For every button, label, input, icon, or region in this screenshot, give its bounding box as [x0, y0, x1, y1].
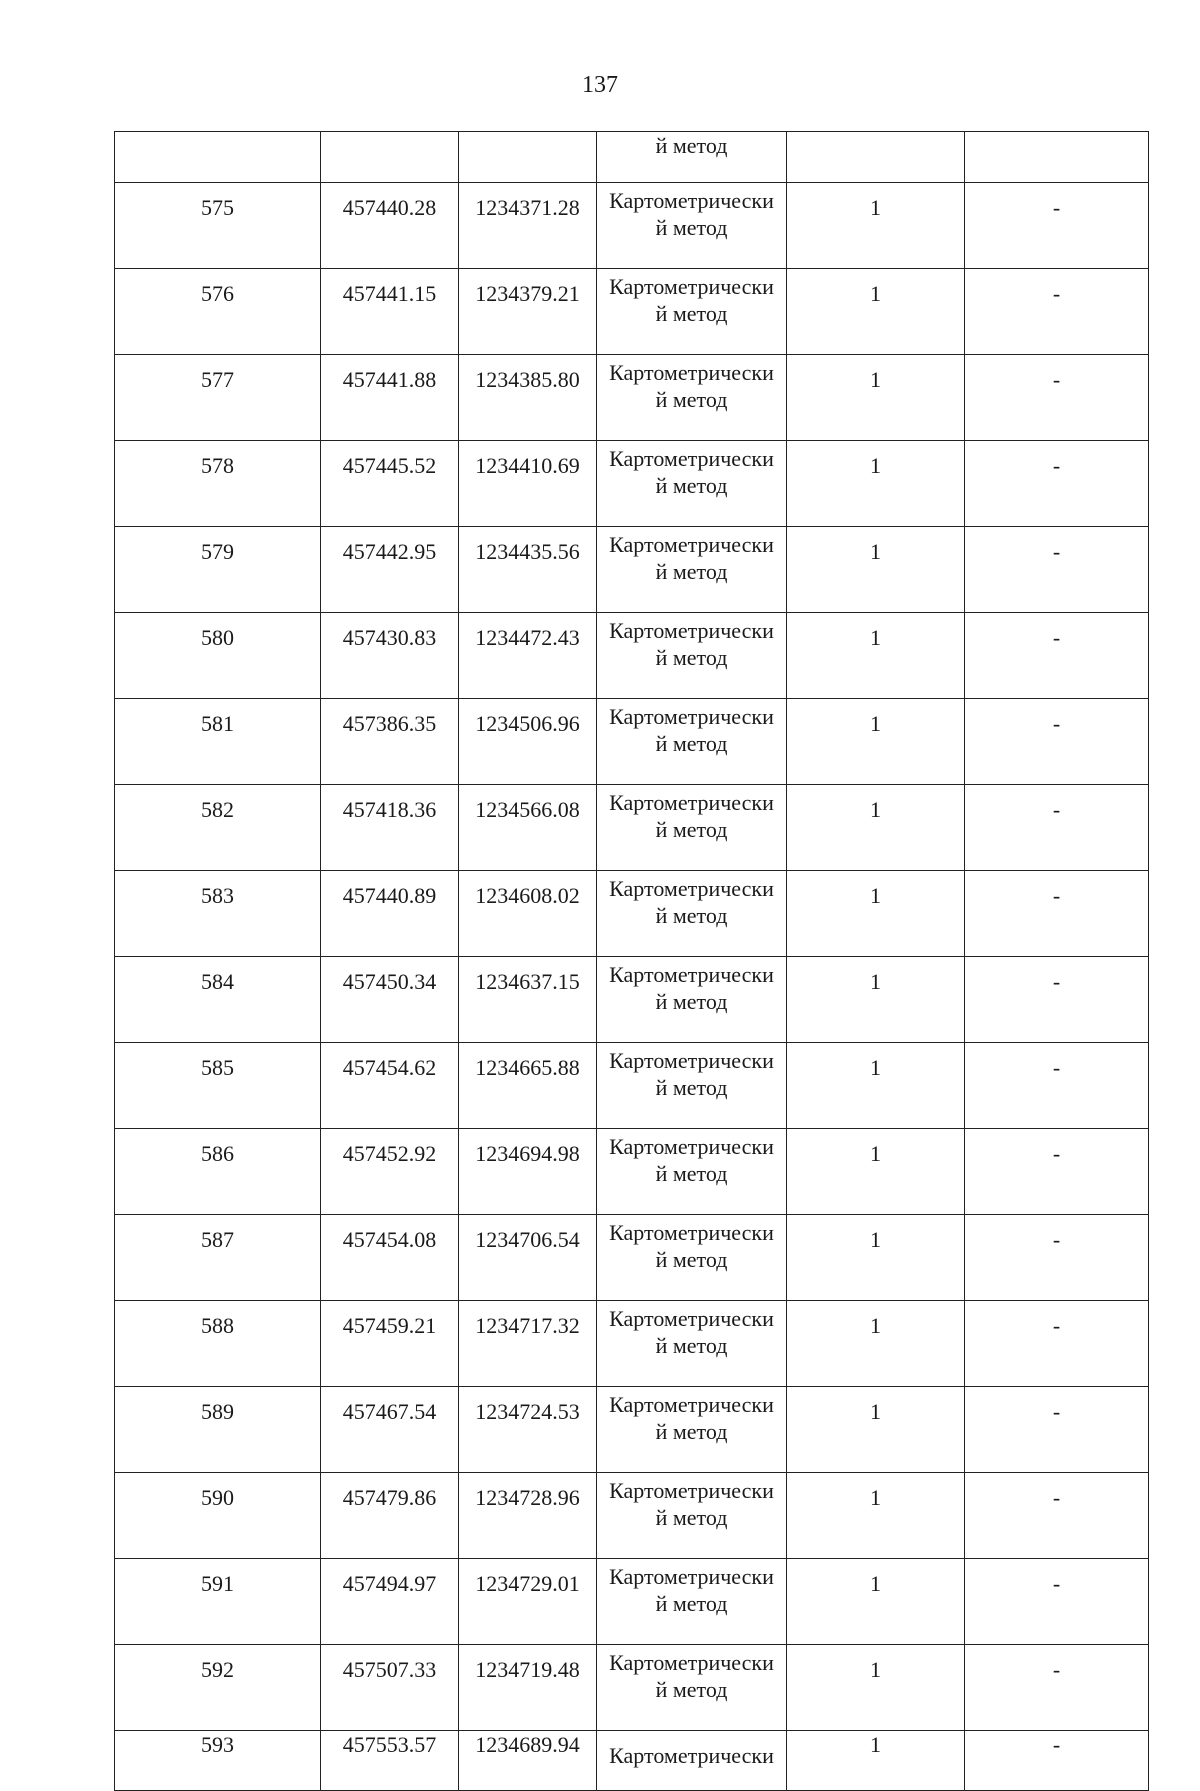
x-cell: 457430.83 [321, 613, 459, 699]
method-text: Картометрически й метод [609, 704, 774, 756]
note-cell [965, 132, 1149, 183]
method-text: Картометрически й метод [609, 360, 774, 412]
note-cell: - [965, 957, 1149, 1043]
y-cell: 1234637.15 [459, 957, 597, 1043]
x-cell: 457467.54 [321, 1387, 459, 1473]
point-cell: 582 [115, 785, 321, 871]
x-cell: 457507.33 [321, 1645, 459, 1731]
x-cell [321, 132, 459, 183]
x-cell: 457454.62 [321, 1043, 459, 1129]
accuracy-cell: 1 [787, 699, 965, 785]
method-text: Картометрически й метод [609, 532, 774, 584]
method-text: Картометрически й метод [609, 1048, 774, 1100]
y-cell: 1234608.02 [459, 871, 597, 957]
accuracy-cell: 1 [787, 1559, 965, 1645]
accuracy-cell: 1 [787, 1129, 965, 1215]
note-cell: - [965, 1645, 1149, 1731]
accuracy-cell: 1 [787, 1043, 965, 1129]
note-cell: - [965, 1473, 1149, 1559]
point-cell: 584 [115, 957, 321, 1043]
method-cell [597, 957, 787, 1043]
point-cell: 588 [115, 1301, 321, 1387]
accuracy-cell: 1 [787, 871, 965, 957]
note-cell: - [965, 441, 1149, 527]
method-cell [597, 1645, 787, 1731]
y-cell: 1234729.01 [459, 1559, 597, 1645]
method-cell [597, 1559, 787, 1645]
table-row [115, 1043, 1149, 1129]
method-cell [597, 613, 787, 699]
x-cell: 457418.36 [321, 785, 459, 871]
coordinates-table [114, 131, 1149, 1791]
accuracy-cell: 1 [787, 1731, 965, 1791]
y-cell: 1234717.32 [459, 1301, 597, 1387]
method-text: Картометрически й метод [609, 446, 774, 498]
method-text: Картометрически й метод [609, 962, 774, 1014]
point-cell: 579 [115, 527, 321, 613]
y-cell: 1234706.54 [459, 1215, 597, 1301]
method-cell [597, 785, 787, 871]
note-cell: - [965, 871, 1149, 957]
point-cell: 586 [115, 1129, 321, 1215]
method-text: Картометрически й метод [609, 1306, 774, 1358]
accuracy-cell: 1 [787, 1473, 965, 1559]
method-text: Картометрически й метод [609, 618, 774, 670]
method-text: Картометрически [609, 1743, 774, 1768]
method-text: Картометрически й метод [609, 790, 774, 842]
x-cell: 457441.15 [321, 269, 459, 355]
note-cell: - [965, 1387, 1149, 1473]
x-cell: 457494.97 [321, 1559, 459, 1645]
method-cell [597, 871, 787, 957]
accuracy-cell [787, 132, 965, 183]
accuracy-cell: 1 [787, 183, 965, 269]
method-cell [597, 1129, 787, 1215]
note-cell: - [965, 785, 1149, 871]
table-row [115, 1559, 1149, 1645]
x-cell: 457386.35 [321, 699, 459, 785]
table-row [115, 1129, 1149, 1215]
note-cell: - [965, 355, 1149, 441]
x-cell: 457454.08 [321, 1215, 459, 1301]
y-cell: 1234724.53 [459, 1387, 597, 1473]
point-cell: 593 [115, 1731, 321, 1791]
note-cell: - [965, 1559, 1149, 1645]
y-cell: 1234379.21 [459, 269, 597, 355]
method-text: Картометрически й метод [609, 1134, 774, 1186]
method-cell [597, 527, 787, 613]
method-cell [597, 132, 787, 183]
x-cell: 457442.95 [321, 527, 459, 613]
table-row [115, 1473, 1149, 1559]
method-text: Картометрически й метод [609, 1650, 774, 1702]
table-row [115, 1215, 1149, 1301]
point-cell: 591 [115, 1559, 321, 1645]
point-cell: 587 [115, 1215, 321, 1301]
y-cell: 1234719.48 [459, 1645, 597, 1731]
method-text: й метод [655, 133, 728, 158]
point-cell: 590 [115, 1473, 321, 1559]
note-cell: - [965, 1043, 1149, 1129]
y-cell: 1234689.94 [459, 1731, 597, 1791]
table-row [115, 355, 1149, 441]
coordinates-table-body [115, 132, 1149, 1791]
point-cell: 589 [115, 1387, 321, 1473]
table-row [115, 1387, 1149, 1473]
method-cell [597, 1387, 787, 1473]
accuracy-cell: 1 [787, 957, 965, 1043]
x-cell: 457452.92 [321, 1129, 459, 1215]
method-cell [597, 355, 787, 441]
y-cell: 1234506.96 [459, 699, 597, 785]
point-cell: 580 [115, 613, 321, 699]
accuracy-cell: 1 [787, 441, 965, 527]
method-text: Картометрически й метод [609, 1478, 774, 1530]
x-cell: 457440.89 [321, 871, 459, 957]
point-cell: 576 [115, 269, 321, 355]
y-cell: 1234665.88 [459, 1043, 597, 1129]
x-cell: 457450.34 [321, 957, 459, 1043]
method-text: Картометрически й метод [609, 274, 774, 326]
note-cell: - [965, 1731, 1149, 1791]
y-cell: 1234371.28 [459, 183, 597, 269]
method-text: Картометрически й метод [609, 1564, 774, 1616]
method-cell [597, 441, 787, 527]
table-row-last [115, 1731, 1149, 1791]
table-row [115, 871, 1149, 957]
table-row [115, 1301, 1149, 1387]
x-cell: 457441.88 [321, 355, 459, 441]
method-cell [597, 1473, 787, 1559]
method-text: Картометрически й метод [609, 188, 774, 240]
y-cell: 1234435.56 [459, 527, 597, 613]
table-row [115, 269, 1149, 355]
point-cell: 575 [115, 183, 321, 269]
y-cell: 1234728.96 [459, 1473, 597, 1559]
method-cell [597, 1043, 787, 1129]
accuracy-cell: 1 [787, 1387, 965, 1473]
accuracy-cell: 1 [787, 785, 965, 871]
method-cell [597, 1731, 787, 1791]
point-cell: 577 [115, 355, 321, 441]
method-text: Картометрически й метод [609, 1392, 774, 1444]
accuracy-cell: 1 [787, 1301, 965, 1387]
accuracy-cell: 1 [787, 527, 965, 613]
point-cell [115, 132, 321, 183]
table-row [115, 699, 1149, 785]
method-cell [597, 183, 787, 269]
note-cell: - [965, 1129, 1149, 1215]
page-number: 137 [582, 72, 618, 98]
y-cell: 1234694.98 [459, 1129, 597, 1215]
method-cell [597, 699, 787, 785]
accuracy-cell: 1 [787, 355, 965, 441]
accuracy-cell: 1 [787, 1215, 965, 1301]
table-row [115, 613, 1149, 699]
note-cell: - [965, 527, 1149, 613]
y-cell: 1234385.80 [459, 355, 597, 441]
method-text: Картометрически й метод [609, 876, 774, 928]
table-row [115, 785, 1149, 871]
note-cell: - [965, 183, 1149, 269]
x-cell: 457479.86 [321, 1473, 459, 1559]
point-cell: 583 [115, 871, 321, 957]
accuracy-cell: 1 [787, 613, 965, 699]
x-cell: 457440.28 [321, 183, 459, 269]
y-cell: 1234472.43 [459, 613, 597, 699]
method-cell [597, 269, 787, 355]
table-row [115, 183, 1149, 269]
accuracy-cell: 1 [787, 269, 965, 355]
x-cell: 457553.57 [321, 1731, 459, 1791]
point-cell: 578 [115, 441, 321, 527]
table-row [115, 1645, 1149, 1731]
point-cell: 585 [115, 1043, 321, 1129]
note-cell: - [965, 1301, 1149, 1387]
method-cell [597, 1215, 787, 1301]
method-cell [597, 1301, 787, 1387]
note-cell: - [965, 613, 1149, 699]
point-cell: 592 [115, 1645, 321, 1731]
table-row [115, 527, 1149, 613]
note-cell: - [965, 269, 1149, 355]
table-row [115, 957, 1149, 1043]
y-cell: 1234566.08 [459, 785, 597, 871]
note-cell: - [965, 699, 1149, 785]
y-cell [459, 132, 597, 183]
y-cell: 1234410.69 [459, 441, 597, 527]
point-cell: 581 [115, 699, 321, 785]
accuracy-cell: 1 [787, 1645, 965, 1731]
continuation-row [115, 132, 1149, 183]
x-cell: 457459.21 [321, 1301, 459, 1387]
method-text: Картометрически й метод [609, 1220, 774, 1272]
x-cell: 457445.52 [321, 441, 459, 527]
note-cell: - [965, 1215, 1149, 1301]
table-row [115, 441, 1149, 527]
